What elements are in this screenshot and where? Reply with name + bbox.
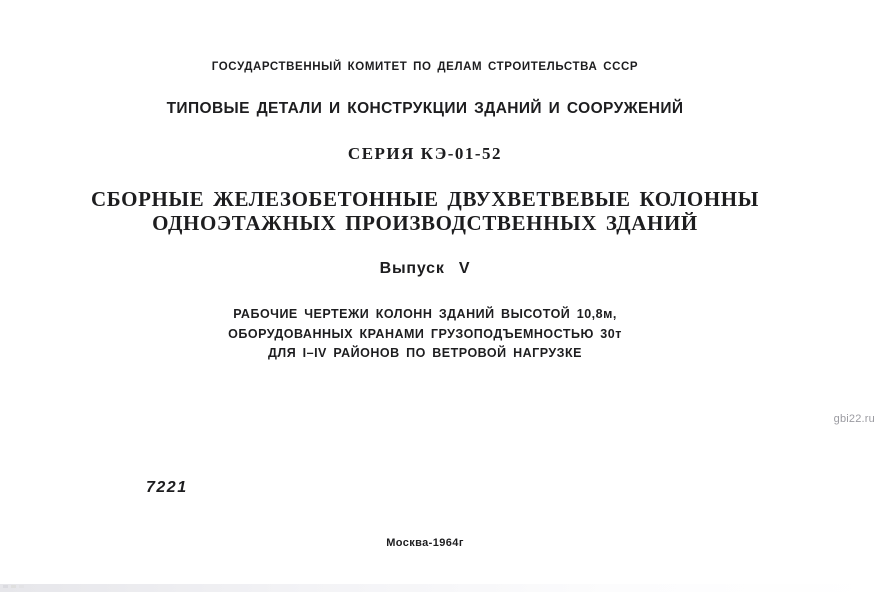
organization-header: ГОСУДАРСТВЕННЫЙ КОМИТЕТ ПО ДЕЛАМ СТРОИТЕЛЬСТВА СССР <box>211 60 639 74</box>
series-code: СЕРИЯ КЭ-01-52 <box>347 144 503 163</box>
subtitle-line3: ДЛЯ I–IV РАЙОНОВ ПО ВЕТРОВОЙ НАГРУЗКЕ <box>268 346 582 360</box>
document-title-line1: СБОРНЫЕ ЖЕЛЕЗОБЕТОННЫЕ ДВУХВЕТВЕВЫЕ КОЛОННЫ <box>91 187 759 211</box>
document-title <box>0 188 850 235</box>
issue-number: Выпуск V <box>379 260 471 277</box>
scan-noise-dots <box>3 584 25 588</box>
site-watermark: gbi22.ru <box>833 413 875 425</box>
subtitle-line1: РАБОЧИЕ ЧЕРТЕЖИ КОЛОНН ЗДАНИЙ ВЫСОТОЙ 10,8м, <box>233 307 617 321</box>
series-program-title: ТИПОВЫЕ ДЕТАЛИ И КОНСТРУКЦИИ ЗДАНИЙ И СООРУЖЕНИЙ <box>166 100 684 117</box>
imprint-city-year: Москва-1964г <box>386 537 464 549</box>
inventory-number: 7221 <box>146 479 188 496</box>
scan-edge-shadow <box>0 584 876 592</box>
document-title-line2: ОДНОЭТАЖНЫХ ПРОИЗВОДСТВЕННЫХ ЗДАНИЙ <box>152 210 698 235</box>
subtitle-block <box>0 305 850 364</box>
subtitle-line2: ОБОРУДОВАННЫХ КРАНАМИ ГРУЗОПОДЪЕМНОСТЬЮ 30т <box>228 326 622 341</box>
